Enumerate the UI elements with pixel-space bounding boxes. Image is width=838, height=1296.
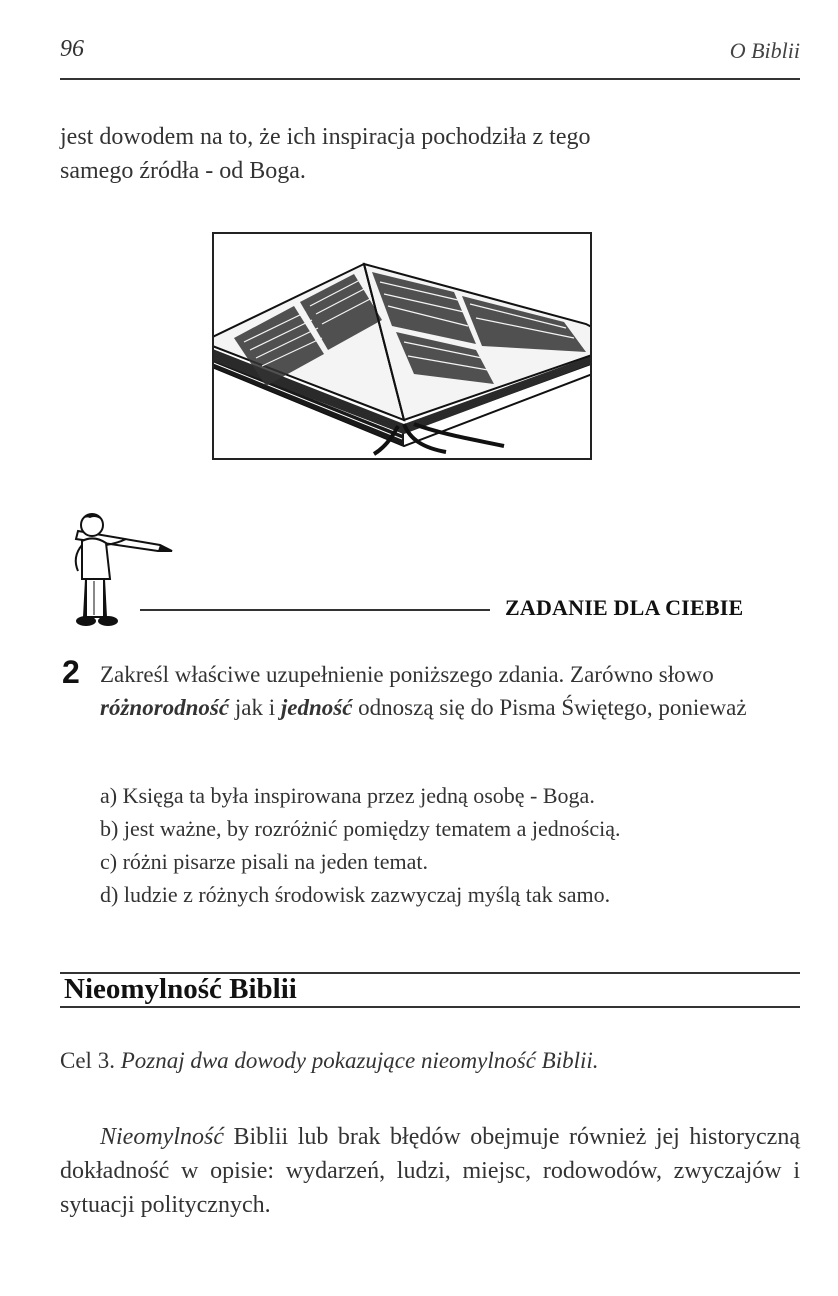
task-heading-rule (140, 609, 490, 611)
goal-text: Poznaj dwa dowody pokazujące nieomylność Biblii. (120, 1048, 599, 1073)
task-text-part-1: Zakreśl właściwe uzupełnienie poniższego zdania. Zarówno słowo (100, 662, 714, 687)
header-rule (60, 78, 800, 80)
answer-option-c[interactable]: c) różni pisarze pisali na jeden temat. (100, 849, 429, 874)
running-header (60, 36, 800, 72)
section-rule-bottom (60, 1006, 800, 1008)
bible-illustration-frame (212, 232, 592, 460)
page-number: 96 (60, 36, 84, 62)
intro-paragraph (60, 120, 800, 188)
section-title: Nieomylność Biblii (64, 973, 297, 1005)
para-text: Biblii lub brak błędów obejmuje również jej historyczną dokładność w opisie: wydarzeń, ludzi, miejsc, rodowodów, zwyczajów i sytuacji politycznych. (60, 1124, 800, 1218)
answer-options (100, 779, 820, 911)
task-number: 2 (62, 654, 80, 690)
running-title: O Biblii (729, 38, 800, 63)
answer-option-a[interactable]: a) Księga ta była inspirowana przez jedną osobę - Boga. (100, 783, 595, 808)
answer-option-d[interactable]: d) ludzie z różnych środowisk zazwyczaj myślą tak samo. (100, 882, 611, 907)
intro-line-1: jest dowodem na to, że ich inspiracja pochodziła z tego (60, 124, 591, 150)
task-text-part-3: odnoszą się do Pisma Świętego, ponieważ (352, 695, 747, 720)
para-term: Nieomylność (100, 1124, 224, 1150)
task-instruction (100, 658, 800, 724)
term-jednosc: jedność (280, 695, 353, 720)
goal-label: Cel 3. (60, 1048, 115, 1073)
section-paragraph (60, 1120, 800, 1222)
intro-line-2: samego źródła - od Boga. (60, 158, 306, 184)
task-heading: ZADANIE DLA CIEBIE (505, 595, 744, 620)
open-bible-icon (214, 234, 590, 458)
student-with-pencil-icon (60, 505, 180, 635)
learning-goal (60, 1044, 800, 1078)
term-roznorodnosc: różnorodność (100, 695, 230, 720)
task-text-part-2: jak i (229, 695, 281, 720)
answer-option-b[interactable]: b) jest ważne, by rozróżnić pomiędzy tematem a jednością. (100, 816, 621, 841)
